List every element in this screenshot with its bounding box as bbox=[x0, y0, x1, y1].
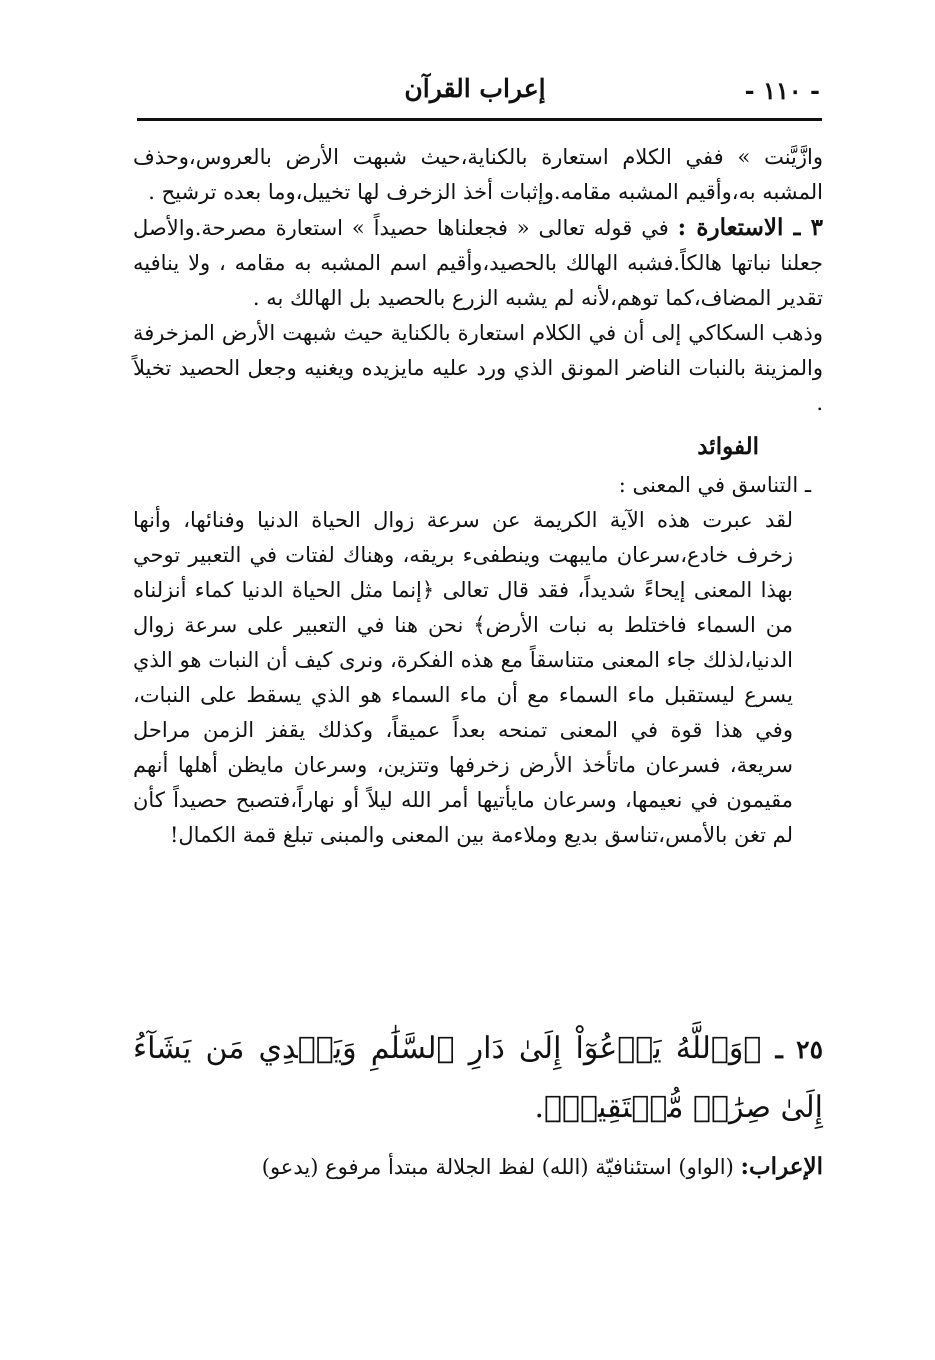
main-text bbox=[133, 140, 823, 853]
benefits-heading: الفوائد bbox=[697, 433, 759, 460]
irab-text: (الواو) استئنافيّة (الله) لفظ الجلالة مبتدأ مرفوع (يدعو) bbox=[261, 1155, 734, 1179]
sub-heading: ـ التناسق في المعنى : bbox=[618, 473, 811, 497]
quran-verse bbox=[133, 1020, 823, 1137]
paragraph-kinaya: وازَّيَّنت » ففي الكلام استعارة بالكناية،حيث شبهت الأرض بالعروس،وحذف المشبه به،وأقيم المشبه مقامه.وإثبات أخذ الزخرف لها تخييل،وما بعده ترشيح . bbox=[133, 145, 823, 204]
item-3 bbox=[133, 210, 823, 316]
item-3-text: في قوله تعالى « فجعلناها حصيداً » استعارة مصرحة.والأصل جعلنا نباتها هالكاً.فشبه الهالك بالحصيد،وأقيم اسم المشبه به مقامه ، ولا ينافيه تقدير المضاف،كما توهم،لأنه لم يشبه الزرع بالحصيد بل الهالك به . bbox=[133, 216, 823, 310]
page-number: - ١١٠ - bbox=[744, 76, 820, 105]
irab-label: الإعراب: bbox=[740, 1153, 823, 1180]
verse-number: ٢٥ ـ bbox=[775, 1035, 823, 1064]
irab-section bbox=[133, 1150, 823, 1184]
verse-text: ﴿وَٱللَّهُ يَدۡعُوٓاْ إِلَىٰ دَارِ ٱلسَّلَٰمِ وَيَهۡدِي مَن يَشَآءُ إِلَىٰ صِرَٰطٖ مُّسۡتَقِيمٖ﴾. bbox=[133, 1031, 823, 1125]
item-3-label: ٣ ـ الاستعارة : bbox=[677, 214, 823, 241]
paragraph-harmony: لقد عبرت هذه الآية الكريمة عن سرعة زوال الحياة الدنيا وفنائها، وأنها زخرف خادع،سرعان مايبهت وينطفىء بريقه، وهناك لفتات في التعبير توحي بهذا المعنى إيحاءً شديداً، فقد قال تعالى ﴿إنما مثل الحياة الدنيا كماء أنزلناه من السماء فاختلط به نبات الأرض﴾ نحن هنا في التعبير على سرعة زوال الدنيا،لذلك جاء المعنى متناسقاً مع هذه الفكرة، ونرى كيف أن النبات هو الذي يسرع ليستقبل ماء السماء مع أن ماء السماء هو الذي يسقط على النبات، وفي هذا قوة في المعنى تمنحه بعداً عميقاً، وكذلك يقفز الزمن مراحل سريعة، فسرعان ماتأخذ الأرض زخرفها وتتزين، وسرعان مايظن أهلها أنهم مقيمون في نعيمها، وسرعان مايأتيها أمر الله ليلاً أو نهاراً،فتصبح حصيداً كأن لم تغن بالأمس،تناسق بديع وملاءمة بين المعنى والمبنى تبلغ قمة الكمال! bbox=[133, 508, 793, 847]
running-title: إعراب القرآن bbox=[404, 74, 546, 103]
page-header bbox=[130, 70, 820, 114]
paragraph-sakkaki: وذهب السكاكي إلى أن في الكلام استعارة بالكناية حيث شبهت الأرض المزخرفة والمزينة بالنبات الناضر المونق الذي ورد عليه مايزيده ويغنيه وجعل الحصيد تخيلاً . bbox=[133, 321, 823, 415]
header-divider bbox=[137, 118, 822, 121]
